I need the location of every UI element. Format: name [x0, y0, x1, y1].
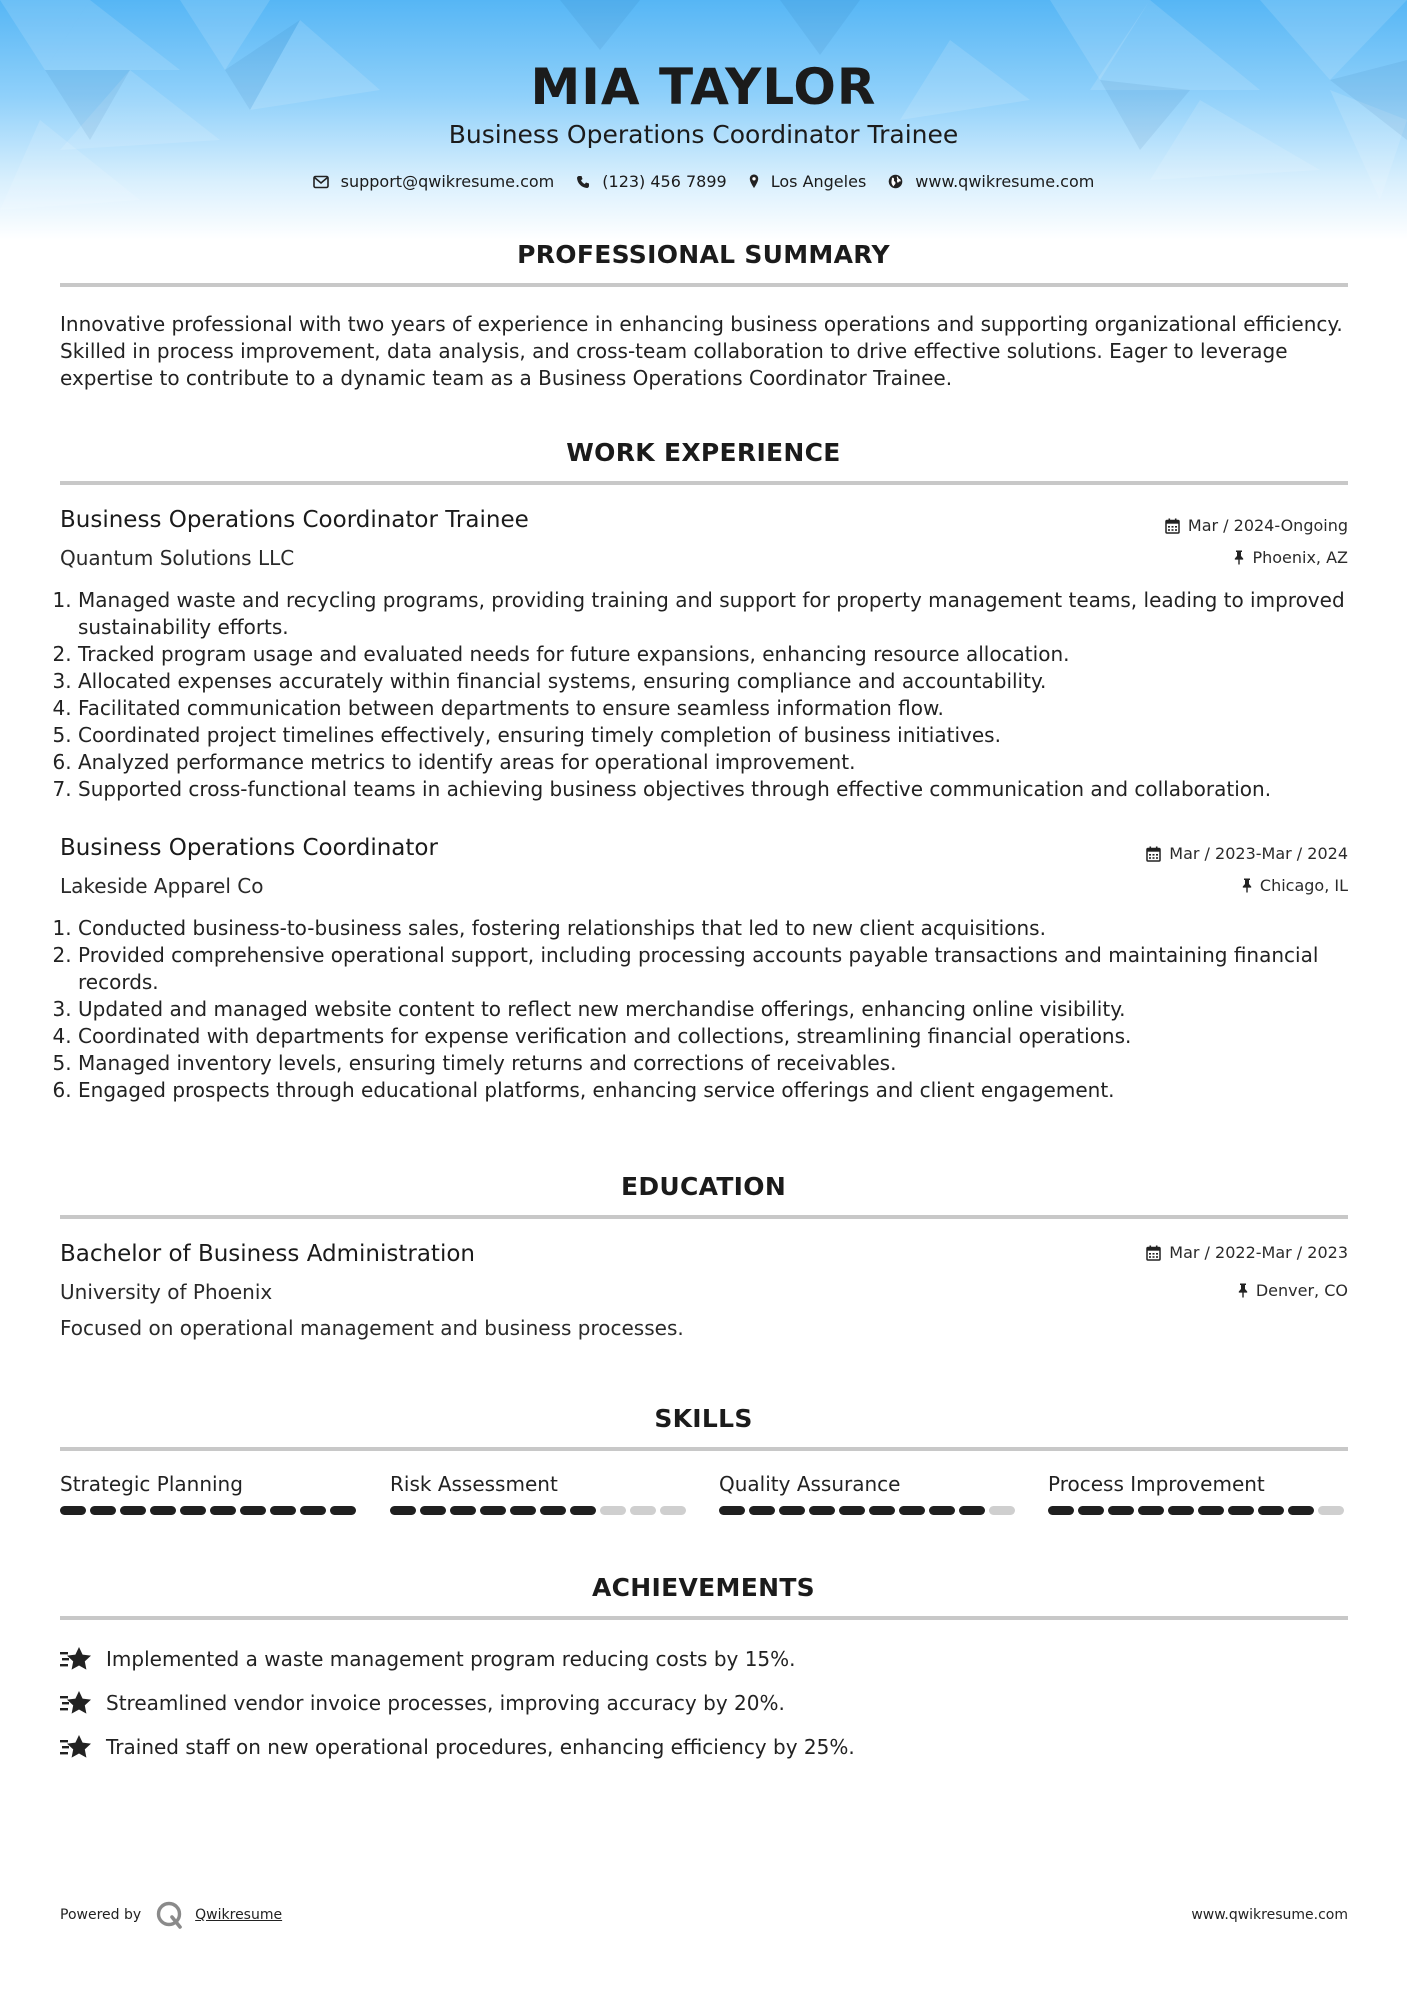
- skill-segment-filled: [540, 1506, 566, 1515]
- job-dates-text: Mar / 2023-Mar / 2024: [1169, 844, 1348, 863]
- skill-segment-filled: [150, 1506, 176, 1515]
- star-award-icon: [60, 1646, 92, 1672]
- skill-segment-filled: [1198, 1506, 1224, 1515]
- achievement-text: Streamlined vendor invoice processes, improving accuracy by 20%.: [106, 1691, 785, 1715]
- job-title: Business Operations Coordinator Trainee: [60, 507, 529, 533]
- contact-website[interactable]: [888, 172, 1094, 191]
- globe-icon: [888, 174, 903, 189]
- skill-segment-filled: [959, 1506, 985, 1515]
- skill-segment-filled: [510, 1506, 536, 1515]
- school-name: University of Phoenix: [60, 1280, 273, 1304]
- achievement-text: Implemented a waste management program reducing costs by 15%.: [106, 1647, 796, 1671]
- job-company: Quantum Solutions LLC: [60, 546, 295, 570]
- education-description: Focused on operational management and business processes.: [60, 1316, 684, 1340]
- experience-heading: WORK EXPERIENCE: [566, 438, 841, 467]
- job-location-text: Phoenix, AZ: [1252, 548, 1348, 567]
- skill-segment-filled: [120, 1506, 146, 1515]
- list-item: 6. Analyzed performance metrics to identify areas for operational improvement.: [78, 749, 1368, 776]
- candidate-name: MIA TAYLOR: [530, 58, 877, 116]
- list-item: 2. Tracked program usage and evaluated needs for future expansions, enhancing resource allocation.: [78, 641, 1368, 668]
- skill-segment-filled: [270, 1506, 296, 1515]
- skill-level-bar: [390, 1506, 690, 1515]
- phone-icon: [576, 175, 590, 189]
- skill-segment-empty: [989, 1506, 1015, 1515]
- skill-segment-filled: [240, 1506, 266, 1515]
- skill-segment-filled: [839, 1506, 865, 1515]
- skill-name: Risk Assessment: [390, 1472, 558, 1496]
- list-item: 3. Updated and managed website content to reflect new merchandise offerings, enhancing online visibility.: [78, 996, 1368, 1023]
- education-heading: EDUCATION: [620, 1172, 787, 1201]
- pushpin-icon: [1238, 1283, 1248, 1298]
- skill-segment-filled: [300, 1506, 326, 1515]
- skill-segment-filled: [180, 1506, 206, 1515]
- job-dates-text: Mar / 2024-Ongoing: [1187, 516, 1348, 535]
- summary-divider: [60, 283, 1348, 287]
- qwikresume-link[interactable]: Qwikresume: [195, 1907, 283, 1923]
- list-item: 3. Allocated expenses accurately within financial systems, ensuring compliance and accountability.: [78, 668, 1368, 695]
- contact-location: [749, 172, 867, 191]
- skill-segment-empty: [1318, 1506, 1344, 1515]
- skill-item: [390, 1472, 690, 1515]
- skills-heading: SKILLS: [654, 1404, 753, 1433]
- pushpin-icon: [1242, 878, 1252, 893]
- education-dates-text: Mar / 2022-Mar / 2023: [1169, 1243, 1348, 1262]
- achievements-heading: ACHIEVEMENTS: [592, 1573, 815, 1602]
- skill-segment-filled: [1168, 1506, 1194, 1515]
- skill-segment-filled: [749, 1506, 775, 1515]
- achievement-text: Trained staff on new operational procedures, enhancing efficiency by 25%.: [106, 1735, 855, 1759]
- skill-segment-filled: [809, 1506, 835, 1515]
- skill-segment-filled: [210, 1506, 236, 1515]
- calendar-icon: [1146, 846, 1161, 862]
- contact-phone[interactable]: [576, 172, 726, 191]
- calendar-icon: [1165, 518, 1180, 534]
- star-award-icon: [60, 1690, 92, 1716]
- list-item: 5. Coordinated project timelines effectively, ensuring timely completion of business initiatives.: [78, 722, 1368, 749]
- skill-segment-filled: [1108, 1506, 1134, 1515]
- calendar-icon: [1146, 1245, 1161, 1261]
- skill-segment-filled: [1288, 1506, 1314, 1515]
- experience-divider: [60, 481, 1348, 485]
- qwikresume-logo-icon: [155, 1900, 185, 1930]
- list-item: 6. Engaged prospects through educational platforms, enhancing service offerings and client engagement.: [78, 1077, 1368, 1104]
- skill-segment-filled: [480, 1506, 506, 1515]
- job-responsibilities: [60, 587, 1368, 803]
- achievement-item: [60, 1734, 855, 1760]
- skill-name: Strategic Planning: [60, 1472, 243, 1496]
- skill-level-bar: [719, 1506, 1019, 1515]
- skill-segment-filled: [570, 1506, 596, 1515]
- pushpin-icon: [1234, 550, 1244, 565]
- summary-heading: PROFESSIONAL SUMMARY: [517, 240, 890, 269]
- skill-item: [60, 1472, 360, 1515]
- skill-name: Process Improvement: [1048, 1472, 1265, 1496]
- skill-item: [1048, 1472, 1348, 1515]
- skill-segment-filled: [899, 1506, 925, 1515]
- job-location: [1242, 876, 1348, 895]
- list-item: 5. Managed inventory levels, ensuring timely returns and corrections of receivables.: [78, 1050, 1368, 1077]
- achievement-item: [60, 1646, 796, 1672]
- location-text: Los Angeles: [770, 172, 867, 191]
- job-company: Lakeside Apparel Co: [60, 874, 264, 898]
- list-item: 4. Coordinated with departments for expense verification and collections, streamlining financial operations.: [78, 1023, 1368, 1050]
- education-dates: [1146, 1243, 1348, 1262]
- skill-level-bar: [60, 1506, 360, 1515]
- skill-segment-empty: [660, 1506, 686, 1515]
- skills-divider: [60, 1447, 1348, 1451]
- list-item: 1. Conducted business-to-business sales, fostering relationships that led to new client acquisitions.: [78, 915, 1368, 942]
- skill-segment-filled: [1048, 1506, 1074, 1515]
- education-location: [1238, 1281, 1348, 1300]
- contact-email[interactable]: [313, 172, 555, 191]
- footer-powered-by: [60, 1900, 282, 1930]
- skill-segment-filled: [1138, 1506, 1164, 1515]
- skill-segment-empty: [630, 1506, 656, 1515]
- job-title: Business Operations Coordinator: [60, 835, 438, 861]
- education-location-text: Denver, CO: [1255, 1281, 1348, 1300]
- contact-bar: [0, 172, 1407, 191]
- job-dates: [1165, 516, 1348, 535]
- envelope-icon: [313, 175, 329, 189]
- achievement-item: [60, 1690, 785, 1716]
- job-dates: [1146, 844, 1348, 863]
- education-divider: [60, 1215, 1348, 1219]
- skill-segment-filled: [1078, 1506, 1104, 1515]
- powered-by-label: Powered by: [60, 1907, 142, 1923]
- skill-segment-filled: [90, 1506, 116, 1515]
- list-item: 2. Provided comprehensive operational support, including processing accounts payable transactions and maintaining financial records.: [78, 942, 1368, 996]
- job-location-text: Chicago, IL: [1259, 876, 1348, 895]
- email-text: support@qwikresume.com: [340, 172, 555, 191]
- degree-title: Bachelor of Business Administration: [60, 1241, 475, 1267]
- skill-segment-filled: [60, 1506, 86, 1515]
- skill-segment-filled: [450, 1506, 476, 1515]
- job-location: [1234, 548, 1348, 567]
- list-item: 1. Managed waste and recycling programs, providing training and support for property management teams, leading to improved sustainability efforts.: [78, 587, 1368, 641]
- list-item: 4. Facilitated communication between departments to ensure seamless information flow.: [78, 695, 1368, 722]
- skill-segment-filled: [779, 1506, 805, 1515]
- skill-segment-filled: [869, 1506, 895, 1515]
- map-pin-icon: [749, 174, 759, 189]
- skill-segment-empty: [600, 1506, 626, 1515]
- list-item: 7. Supported cross-functional teams in achieving business objectives through effective communication and collaboration.: [78, 776, 1368, 803]
- skill-level-bar: [1048, 1506, 1348, 1515]
- skill-name: Quality Assurance: [719, 1472, 901, 1496]
- star-award-icon: [60, 1734, 92, 1760]
- skill-segment-filled: [1228, 1506, 1254, 1515]
- phone-text: (123) 456 7899: [602, 172, 727, 191]
- skill-segment-filled: [1258, 1506, 1284, 1515]
- skill-item: [719, 1472, 1019, 1515]
- skill-segment-filled: [390, 1506, 416, 1515]
- footer-website[interactable]: www.qwikresume.com: [1191, 1907, 1348, 1923]
- achievements-divider: [60, 1616, 1348, 1620]
- skill-segment-filled: [330, 1506, 356, 1515]
- job-responsibilities: [60, 915, 1368, 1104]
- candidate-title: Business Operations Coordinator Trainee: [448, 120, 959, 149]
- skill-segment-filled: [929, 1506, 955, 1515]
- skill-segment-filled: [719, 1506, 745, 1515]
- summary-text: Innovative professional with two years of experience in enhancing business operations and supporting organizational efficiency. Skilled in process improvement, data analysis, and cross-team collaboration to drive effective solutions. Eager to leverage expertise to contribute to a dynamic team as a Business Operations Coordinator Trainee.: [60, 312, 1343, 390]
- skill-segment-filled: [420, 1506, 446, 1515]
- website-text: www.qwikresume.com: [915, 172, 1095, 191]
